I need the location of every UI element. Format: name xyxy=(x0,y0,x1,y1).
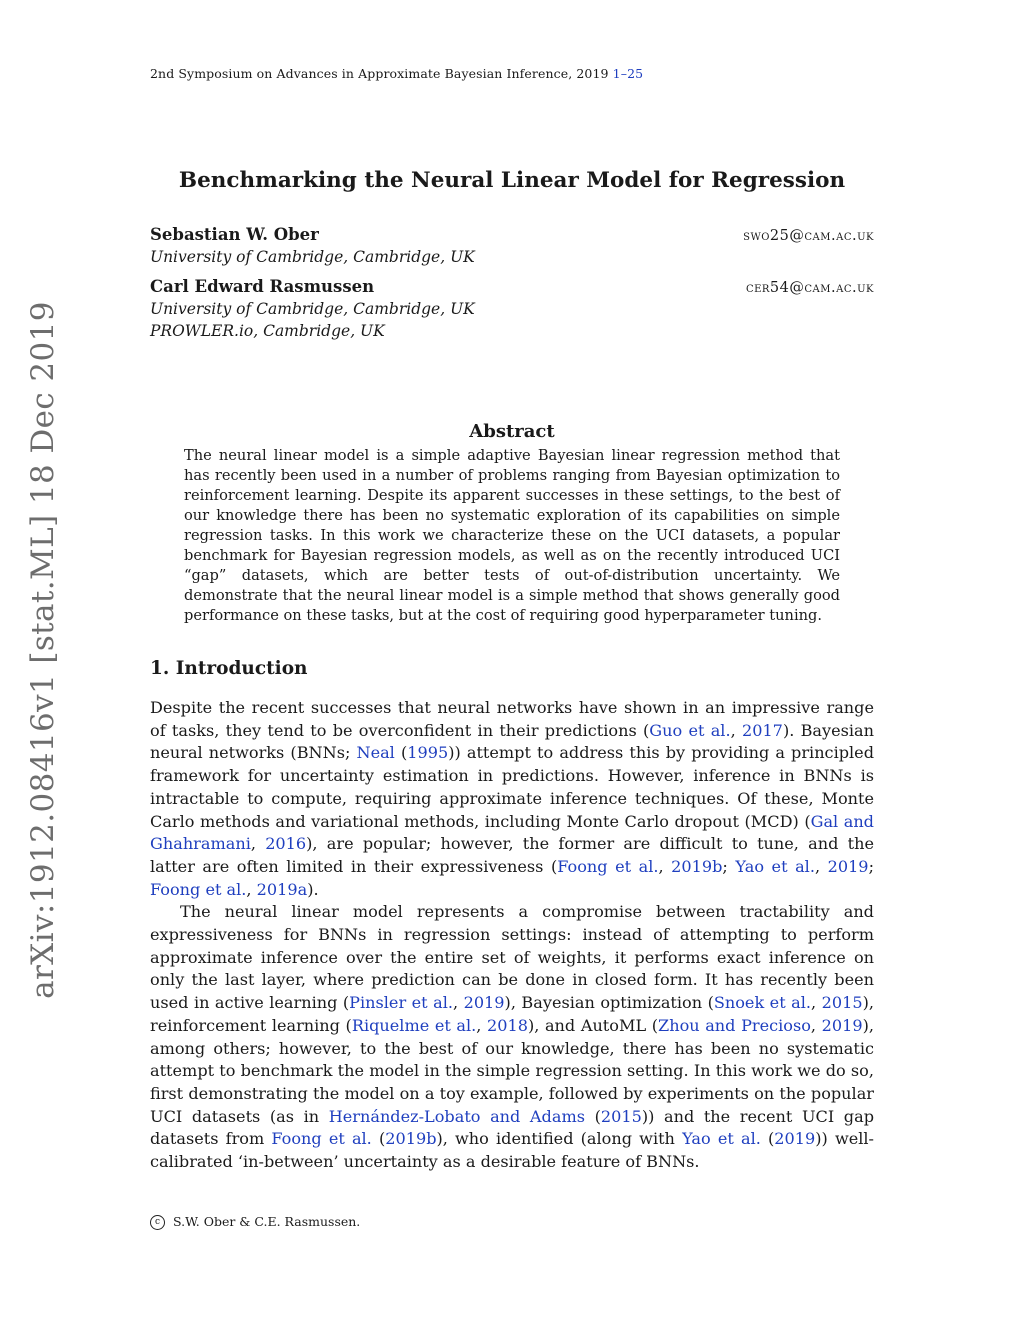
author-block xyxy=(150,224,874,342)
citation-year-link[interactable]: 2015 xyxy=(821,993,863,1013)
running-header xyxy=(150,66,874,81)
text: , xyxy=(730,720,742,740)
text: )) attempt to address this by providing a principled framework for uncertainty estimation in predictions. However, inference in BNNs is intractable to compute, requiring approximate inference techniques. Of these, Monte Carlo methods and variational methods, including Monte Carlo dropout (MCD) ( xyxy=(150,743,874,831)
footer-text: S.W. Ober & C.E. Rasmussen. xyxy=(173,1214,361,1229)
copyright-icon: c xyxy=(150,1215,165,1230)
citation-link[interactable]: Riquelme et al. xyxy=(351,1015,477,1035)
citation-link[interactable]: Guo et al. xyxy=(649,720,731,740)
paragraph xyxy=(150,697,874,901)
citation-link[interactable]: Foong et al. xyxy=(271,1129,372,1149)
text: ), are popular; however, the former are difficult to tune, and the latter are often limited in their expressiveness ( xyxy=(150,834,874,876)
text: , xyxy=(250,834,266,854)
citation-link[interactable]: Pinsler et al. xyxy=(349,993,453,1013)
citation-link[interactable]: Zhou and Precioso xyxy=(658,1015,811,1035)
citation-year-link[interactable]: 2015 xyxy=(600,1106,642,1126)
text: ), reinforcement learning ( xyxy=(150,993,875,1035)
citation-year-link[interactable]: 2019 xyxy=(774,1129,816,1149)
citation-year-link[interactable]: 2019a xyxy=(256,879,308,899)
author-email: swo25@cam.ac.uk xyxy=(743,228,874,244)
text: )) and the recent UCI gap datasets from xyxy=(150,1106,874,1149)
text: ; xyxy=(868,856,874,876)
citation-link[interactable]: Yao et al. xyxy=(682,1129,761,1149)
text: ), and AutoML ( xyxy=(527,1015,659,1035)
text: ( xyxy=(760,1129,775,1149)
abstract-section xyxy=(184,420,840,626)
citation-link[interactable]: Foong et al. xyxy=(150,879,247,899)
page-range-link[interactable]: 1–25 xyxy=(612,66,644,81)
text: ). xyxy=(307,879,319,899)
text: ( xyxy=(371,1129,386,1149)
citation-link[interactable]: Snoek et al. xyxy=(713,993,812,1013)
text: ), among others; however, to the best of our knowledge, there has been no systematic attempt to benchmark the model in the simple regression setting. In this work we do so, first demonstrating the model on a toy example, followed by experiments on the popular UCI datasets (as in xyxy=(150,1015,875,1126)
text: ), who identified (along with xyxy=(436,1129,683,1149)
citation-link[interactable]: Gal and Ghahramani xyxy=(150,811,874,854)
author-name: Sebastian W. Ober xyxy=(150,225,319,244)
paper-title: Benchmarking the Neural Linear Model for Regression xyxy=(178,168,846,193)
text: , xyxy=(658,856,672,876)
arxiv-stamp xyxy=(25,301,61,999)
text: , xyxy=(476,1015,487,1035)
arxiv-stamp-text: arXiv:1912.08416v1 [stat.ML] 18 Dec 2019 xyxy=(25,301,61,999)
author-name: Carl Edward Rasmussen xyxy=(150,277,375,296)
venue-text: 2nd Symposium on Advances in Approximate Bayesian Inference, 2019 xyxy=(150,66,609,81)
author-affiliation: University of Cambridge, Cambridge, UK xyxy=(150,300,475,318)
citation-year-link[interactable]: 2019b xyxy=(671,856,723,876)
text: , xyxy=(810,1015,822,1035)
abstract-text: The neural linear model is a simple adaptive Bayesian linear regression method that has recently been used in a number of problems ranging from Bayesian optimization to reinforcement learning. Despite its apparent successes in these settings, to the best of our knowledge there has been no systematic exploration of its capabilities on simple regression tasks. In this work we characterize these on the UCI datasets, a popular benchmark for Bayesian regression models, as well as on the recently introduced UCI “gap” datasets, which are better tests of out-of-distribution uncertainty. We demonstrate that the neural linear model is a simple method that shows generally good performance on these tasks, but at the cost of requiring good hyperparameter tuning. xyxy=(184,447,840,624)
citation-link[interactable]: Hernández-Lobato and Adams xyxy=(328,1106,585,1126)
author-1 xyxy=(150,224,874,268)
text: ; xyxy=(722,856,736,876)
citation-year-link[interactable]: 1995 xyxy=(407,743,449,763)
text: , xyxy=(814,856,828,876)
text: )) well-calibrated ‘in-between’ uncertainty as a desirable feature of BNNs. xyxy=(150,1129,874,1172)
text: The neural linear model represents a compromise between tractability and expressiveness for BNNs in regression settings: instead of attempting to perform approximate inference over the entire set of weights, it performs exact inference on only the last layer, where prediction can be done in closed form. It has recently been used in active learning ( xyxy=(150,902,874,1013)
abstract-heading: Abstract xyxy=(469,421,555,442)
citation-link[interactable]: Yao et al. xyxy=(735,856,815,876)
citation-link[interactable]: Neal xyxy=(356,743,395,763)
introduction-section xyxy=(150,656,874,1174)
text: ), Bayesian optimization ( xyxy=(504,993,714,1013)
text: Despite the recent successes that neural networks have shown in an impressive range of tasks, they tend to be overconfident in their predictions ( xyxy=(150,698,874,740)
citation-year-link[interactable]: 2019 xyxy=(463,993,505,1013)
author-2 xyxy=(150,276,874,342)
author-email: cer54@cam.ac.uk xyxy=(745,280,874,296)
text: , xyxy=(811,993,822,1013)
citation-year-link[interactable]: 2019 xyxy=(821,1015,863,1035)
section-heading: 1. Introduction xyxy=(150,658,308,679)
citation-year-link[interactable]: 2017 xyxy=(741,720,783,740)
citation-year-link[interactable]: 2019 xyxy=(827,856,869,876)
citation-year-link[interactable]: 2018 xyxy=(487,1015,528,1035)
author-affiliation: University of Cambridge, Cambridge, UK xyxy=(150,248,475,266)
text: ( xyxy=(584,1106,601,1126)
text: ( xyxy=(394,743,408,763)
author-affiliation: PROWLER.io, Cambridge, UK xyxy=(150,322,385,340)
copyright-footer xyxy=(150,1214,360,1230)
text: , xyxy=(246,879,257,899)
paragraph xyxy=(150,901,874,1173)
citation-year-link[interactable]: 2016 xyxy=(265,834,307,854)
citation-link[interactable]: Foong et al. xyxy=(557,856,659,876)
text: ). Bayesian neural networks (BNNs; xyxy=(150,720,875,763)
text: , xyxy=(452,993,464,1013)
citation-year-link[interactable]: 2019b xyxy=(385,1129,437,1149)
